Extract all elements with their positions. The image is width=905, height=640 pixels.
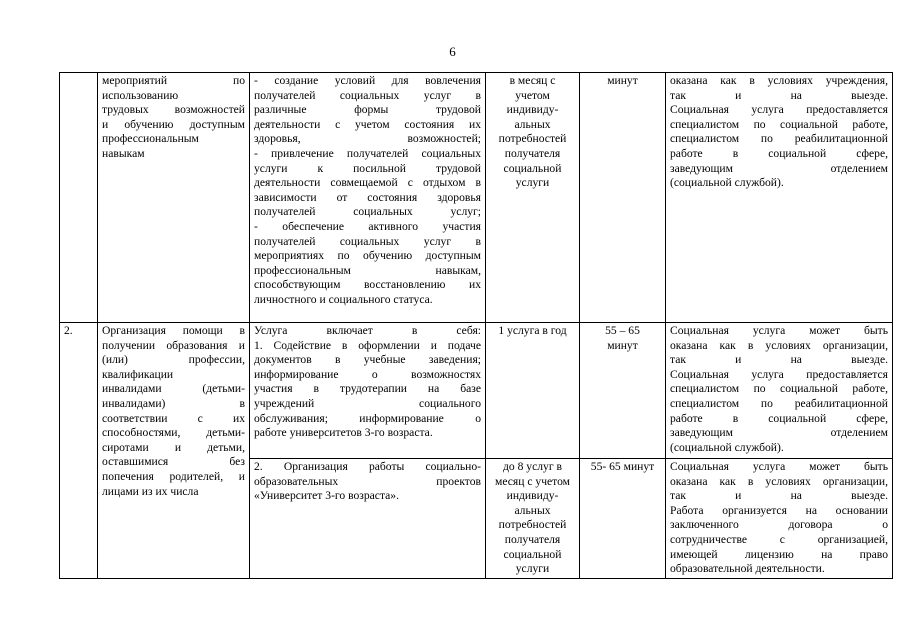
text-line: специалистом по социальной работе, xyxy=(670,382,888,396)
text-line: профессиональным xyxy=(102,132,199,146)
service-time-cell xyxy=(580,323,666,459)
text-line: получателей социальных услуг в xyxy=(254,234,481,248)
service-name-cell xyxy=(98,73,250,323)
text-line: деятельности с учетом состояния их xyxy=(254,117,481,131)
text-line: различные формы трудовой xyxy=(254,103,481,117)
text-line: потребностей xyxy=(498,518,567,532)
text-line: получателя xyxy=(504,532,561,546)
service-name-cell xyxy=(98,323,250,579)
text-line: сиротами и детьми, xyxy=(102,440,245,454)
text-line: мероприятий по xyxy=(102,74,245,87)
text-line: социальной xyxy=(503,547,562,561)
text-line: специалистом по реабилитационной xyxy=(670,396,888,410)
text-line: индивиду- xyxy=(506,103,559,117)
text-line: квалификации xyxy=(102,367,174,381)
text-line: зависимости от состояния здоровья xyxy=(254,190,481,204)
service-conditions-cell xyxy=(666,73,893,323)
services-table xyxy=(59,72,893,579)
text-line: трудовых возможностей xyxy=(102,103,245,117)
text-line: до 8 услуг в xyxy=(503,460,562,473)
service-volume-cell xyxy=(486,459,580,579)
service-description-cell xyxy=(250,459,486,579)
text-line: инвалидами) в xyxy=(102,396,245,410)
text-line: оказана как в условиях учреждения, xyxy=(670,74,888,87)
text-line: потребностей xyxy=(498,132,567,146)
text-line: оказана как в условиях организации, xyxy=(670,474,888,488)
text-line: профессиональным навыкам, xyxy=(254,263,481,277)
text-line: так и на выезде. xyxy=(670,489,888,503)
text-line: специалистом по реабилитационной xyxy=(670,132,888,146)
text-line: личностного и социального статуса. xyxy=(254,292,433,306)
text-line: Работа организуется на основании xyxy=(670,503,888,517)
text-line: (социальной службой). xyxy=(670,440,784,454)
text-line: лицами из их числа xyxy=(102,484,199,498)
text-line: оказана как в условиях организации, xyxy=(670,338,888,352)
text-line: образовательной деятельности. xyxy=(670,562,825,576)
text-line: навыкам xyxy=(102,146,145,160)
text-line: способствующим восстановлению их xyxy=(254,278,481,292)
text-line: Социальная услуга предоставляется xyxy=(670,103,888,117)
text-line: альных xyxy=(514,117,551,131)
text-line: оставшимися без xyxy=(102,455,245,469)
text-line: попечения родителей, и xyxy=(102,469,245,483)
text-line: получении образования и xyxy=(102,338,245,352)
text-line: заведующим отделением xyxy=(670,426,888,440)
text-line: (социальной службой). xyxy=(670,176,784,190)
text-line: 1 услуга в год xyxy=(498,324,567,337)
text-line: так и на выезде. xyxy=(670,88,888,102)
text-line: услуги к посильной трудовой xyxy=(254,161,481,175)
row-number-cell: 2. xyxy=(60,323,98,579)
service-conditions-cell xyxy=(666,459,893,579)
text-line: так и на выезде. xyxy=(670,353,888,367)
text-line: учетом xyxy=(515,88,550,102)
text-line: Социальная услуга может быть xyxy=(670,324,888,337)
service-description-cell xyxy=(250,73,486,323)
text-line: сотрудничестве с организацией, xyxy=(670,532,888,546)
text-line: обслуживания; информирование о xyxy=(254,411,481,425)
text-line: получателя xyxy=(504,146,561,160)
text-line: услуги xyxy=(515,562,550,576)
service-volume-cell xyxy=(486,73,580,323)
page-number: 6 xyxy=(449,44,456,59)
text-line: в месяц с xyxy=(509,74,556,87)
table-row xyxy=(60,73,893,323)
text-line: инвалидами (детьми- xyxy=(102,382,245,396)
text-line: участия в трудотерапии на базе xyxy=(254,382,481,396)
service-volume-cell xyxy=(486,323,580,459)
text-line: работе в социальной сфере, xyxy=(670,146,888,160)
text-line: месяц с учетом xyxy=(495,474,570,488)
text-line: - привлечение получателей социальных xyxy=(254,146,481,160)
text-line: 55 – 65 xyxy=(605,324,640,337)
text-line: мероприятиях по обучению доступным xyxy=(254,249,481,263)
text-line: - создание условий для вовлечения xyxy=(254,74,481,87)
text-line: использованию xyxy=(102,88,179,102)
text-line: документов в учебные заведения; xyxy=(254,353,481,367)
text-line: Организация помощи в xyxy=(102,324,245,337)
text-line: заведующим отделением xyxy=(670,161,888,175)
text-line: соответствии с их xyxy=(102,411,245,425)
text-line: альных xyxy=(514,503,551,517)
text-line: учреждений социального xyxy=(254,396,481,410)
text-line: 2. Организация работы социально- xyxy=(254,460,481,473)
text-line: работе университетов 3-го возраста. xyxy=(254,426,433,440)
text-line: индивиду- xyxy=(506,489,559,503)
text-line: способностями, детьми- xyxy=(102,426,245,440)
text-line: 55- 65 минут xyxy=(590,460,655,473)
table-row xyxy=(60,323,893,459)
text-line: услуги xyxy=(515,176,550,190)
service-time-cell xyxy=(580,73,666,323)
text-line: информирование о возможностях xyxy=(254,367,481,381)
service-time-cell xyxy=(580,459,666,579)
text-line: минут xyxy=(607,338,638,352)
text-line: 1. Содействие в оформлении и подаче xyxy=(254,338,481,352)
text-line: работе в социальной сфере, xyxy=(670,411,888,425)
text-line: имеющей лицензию на право xyxy=(670,547,888,561)
text-line: минут xyxy=(607,74,638,87)
service-description-cell xyxy=(250,323,486,459)
text-line: образовательных проектов xyxy=(254,474,481,488)
text-line: здоровья, возможностей; xyxy=(254,132,481,146)
text-line: Социальная услуга может быть xyxy=(670,460,888,473)
service-conditions-cell xyxy=(666,323,893,459)
text-line: заключенного договора о xyxy=(670,518,888,532)
text-line: получателей социальных услуг; xyxy=(254,205,481,219)
text-line: - обеспечение активного участия xyxy=(254,219,481,233)
text-line: и обучению доступным xyxy=(102,117,245,131)
text-line: получателей социальных услуг в xyxy=(254,88,481,102)
text-line: «Университет 3-го возраста». xyxy=(254,489,400,503)
text-line: деятельности совмещаемой с отдыхом в xyxy=(254,176,481,190)
text-line: (или) профессии, xyxy=(102,353,245,367)
text-line: специалистом по социальной работе, xyxy=(670,117,888,131)
row-number-cell xyxy=(60,73,98,323)
text-line: социальной xyxy=(503,161,562,175)
text-line: Услуга включает в себя: xyxy=(254,324,481,337)
text-line: Социальная услуга предоставляется xyxy=(670,367,888,381)
